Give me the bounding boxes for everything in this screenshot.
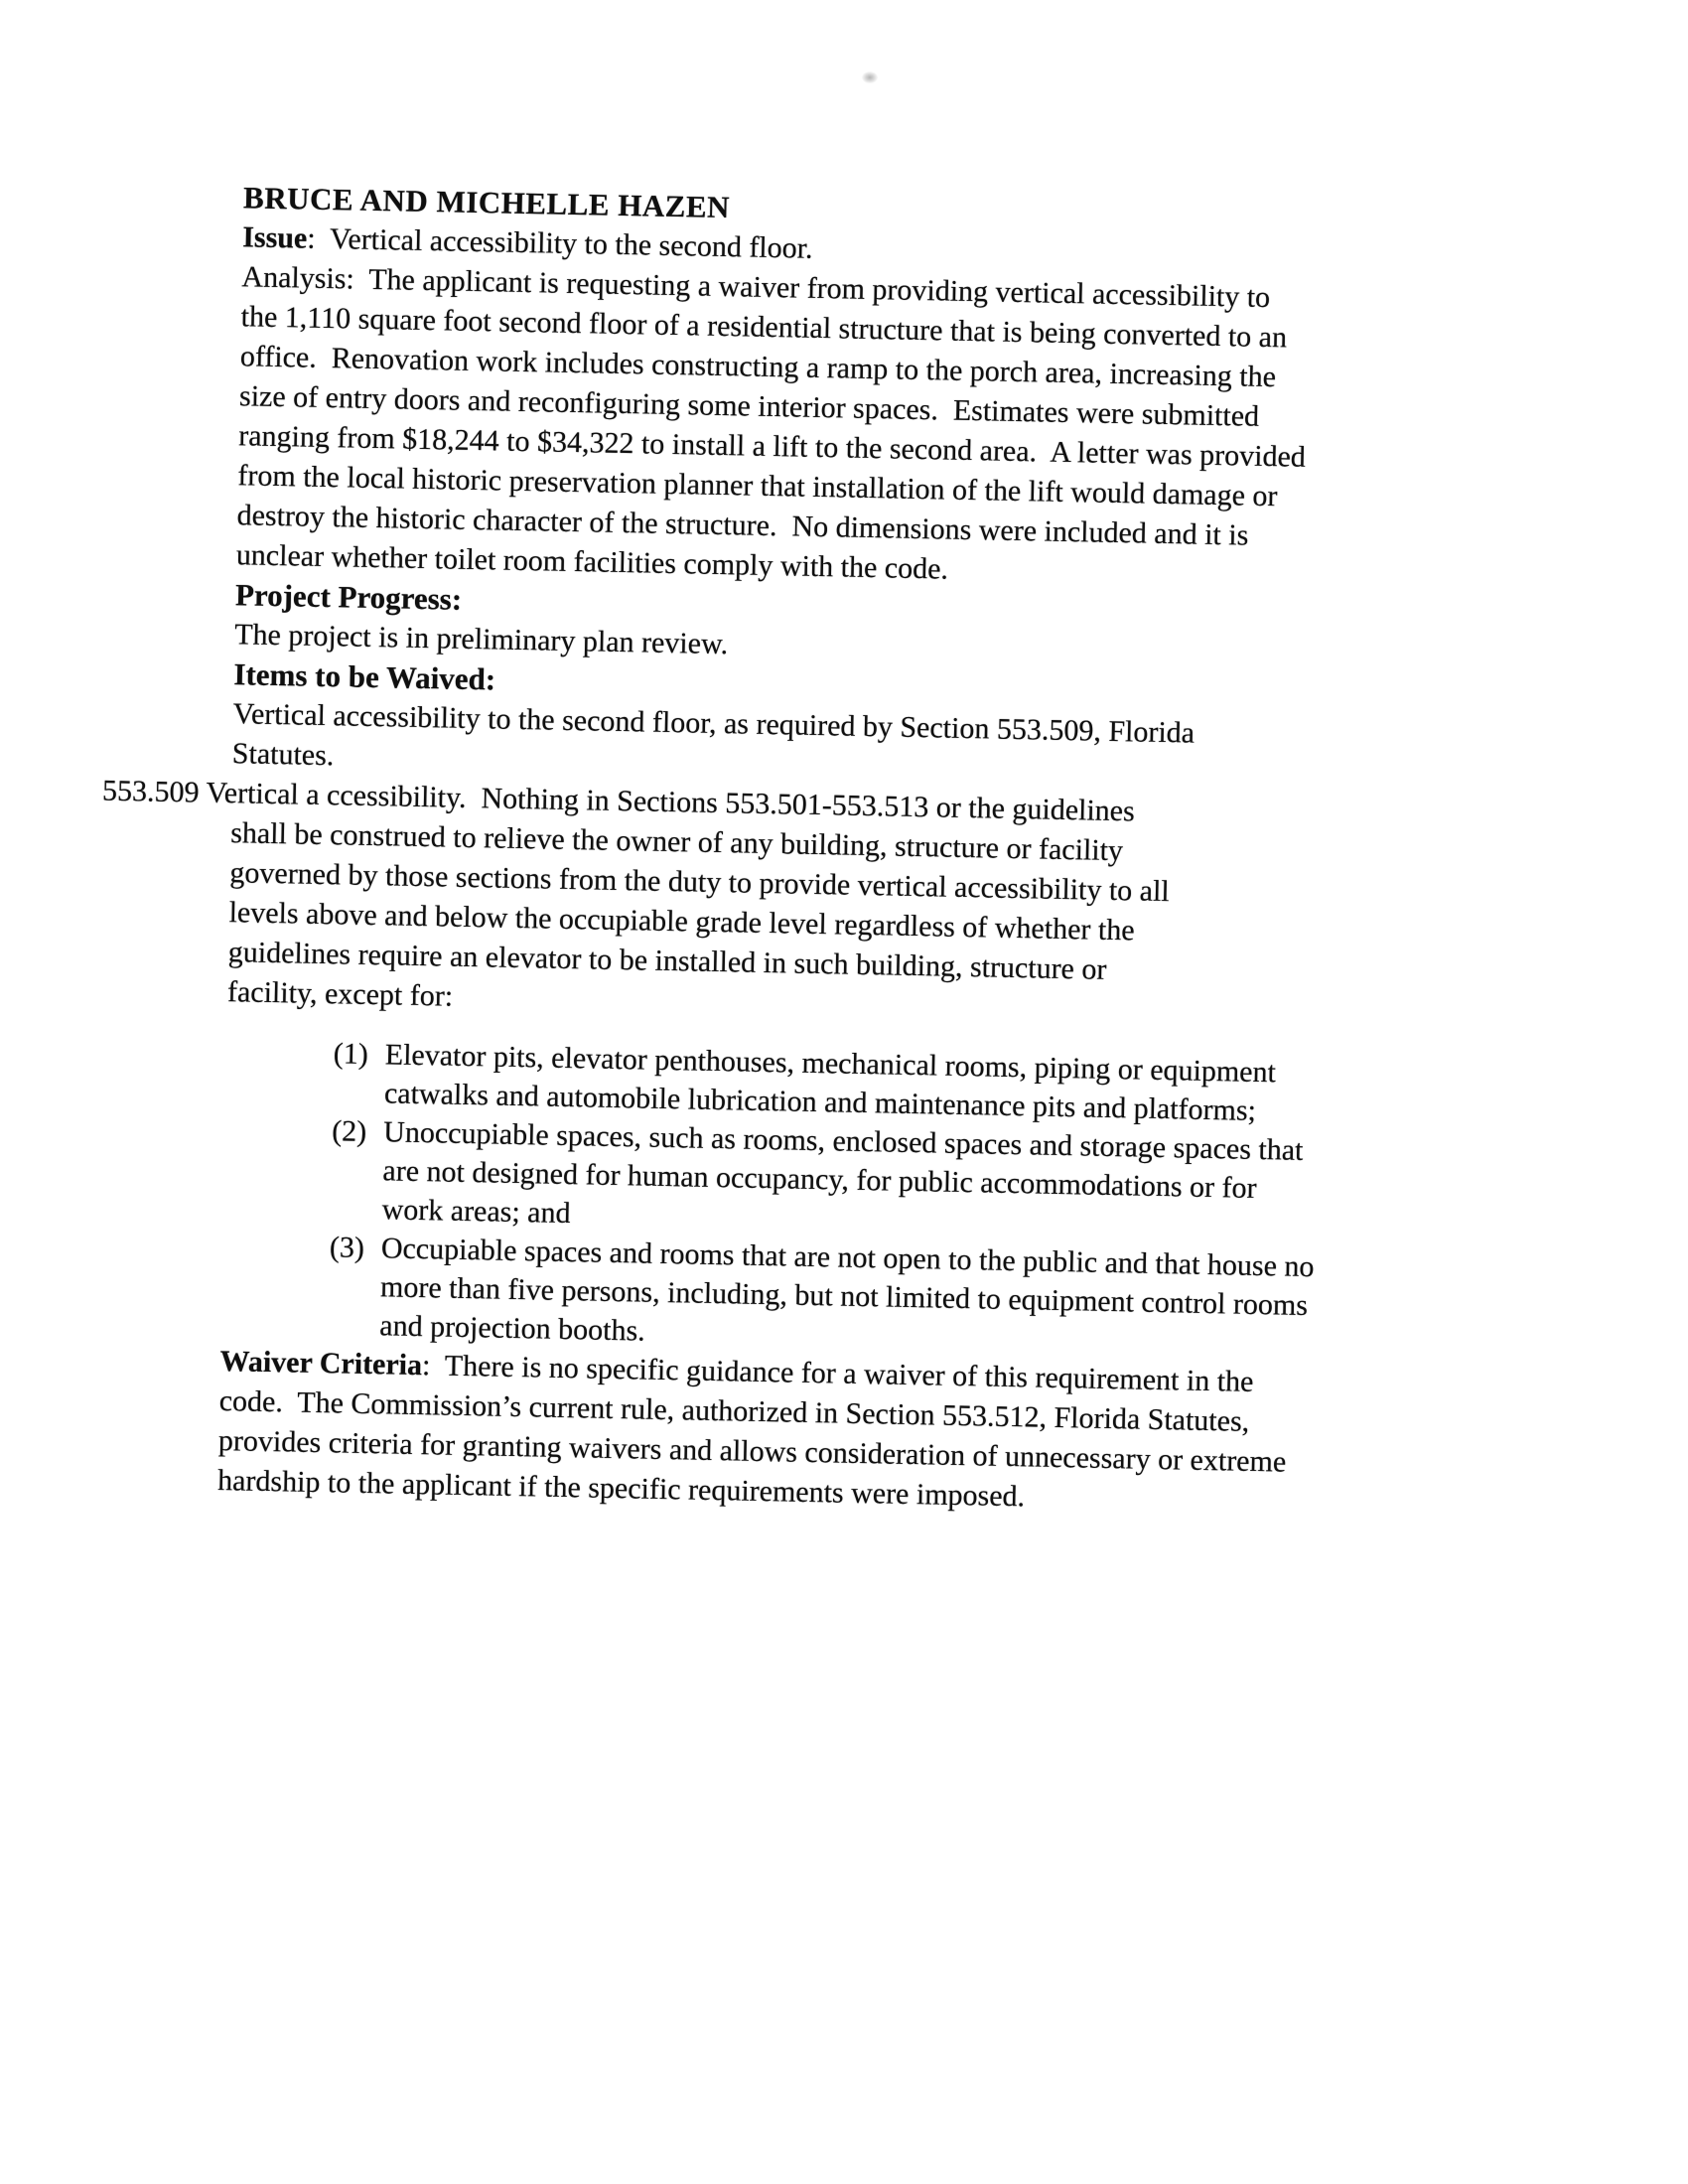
list-item-marker: (1): [333, 1037, 369, 1071]
waiver-criteria-paragraph: [217, 1342, 1491, 1527]
statute-553-509-paragraph: 553.509 Vertical a ccessibility. Nothing in Sections 553.501-553.513 or the guidelines shall be construed to relieve the owner of any building, structure or facility governed by those sections from the duty to provide vertical accessibility to all levels above and below the occupiable grade level regardless of whether the guidelines require an elevator to be installed in such building, structure or facility, except for:: [101, 774, 1171, 1013]
list-item-marker: (2): [331, 1114, 367, 1148]
items-to-be-waived-heading: Items to be Waived:: [233, 656, 496, 697]
issue-label: Issue: [241, 220, 308, 255]
exceptions-list: [220, 1032, 1497, 1368]
document-title: BRUCE AND MICHELLE HAZEN: [242, 180, 731, 225]
analysis-paragraph: Analysis: The applicant is requesting a waiver from providing vertical accessibility to the 1,110 square foot second floor of a residential structure that is being converted to an office. Renovation work includes constructing a ramp to the porch area, increasing the size of entry doors and reconfiguring some interior spaces. Estimates were submitted ranging from $18,244 to $34,322 to install a lift to the second area. A letter was provided from the local historic preservation planner that installation of the lift would damage or destroy the historic character of the structure. No dimensions were included and it is unclear whether toilet room facilities comply with the code.: [235, 260, 1307, 586]
document-body: [101, 178, 1514, 1526]
list-item: [328, 1228, 1493, 1367]
list-item-text: Occupiable spaces and rooms that are not open to the public and that house no more than five persons, including, but not limited to equipment control rooms and projection booths.: [379, 1232, 1315, 1348]
scan-smudge-artifact: [862, 72, 878, 83]
project-progress-heading: Project Progress:: [234, 577, 463, 617]
items-to-be-waived-text: Vertical accessibility to the second floor, as required by Section 553.509, Florida Statutes.: [231, 697, 1196, 773]
list-item-text: Elevator pits, elevator penthouses, mechanical rooms, piping or equipment catwalks and automobile lubrication and maintenance pits and platforms;: [383, 1038, 1277, 1127]
project-progress-text: The project is in preliminary plan review.: [233, 618, 729, 661]
list-item-text: Unoccupiable spaces, such as rooms, enclosed spaces and storage spaces that are not designed for human occupancy, for public accommodations or for work areas; and: [381, 1115, 1304, 1231]
waiver-criteria-label: Waiver Criteria: [219, 1345, 423, 1383]
list-item: [330, 1111, 1495, 1250]
issue-text: : Vertical accessibility to the second floor.: [306, 221, 813, 265]
list-item-marker: (3): [329, 1231, 365, 1264]
waiver-criteria-text: : There is no specific guidance for a waiver of this requirement in the code. The Commission’s current rule, authorized in Section 553.512, Florida Statutes, provides criteria for granting waivers and allows consideration of unnecessary or extreme hardship to the applicant if the specific requirements were imposed.: [216, 1349, 1287, 1514]
